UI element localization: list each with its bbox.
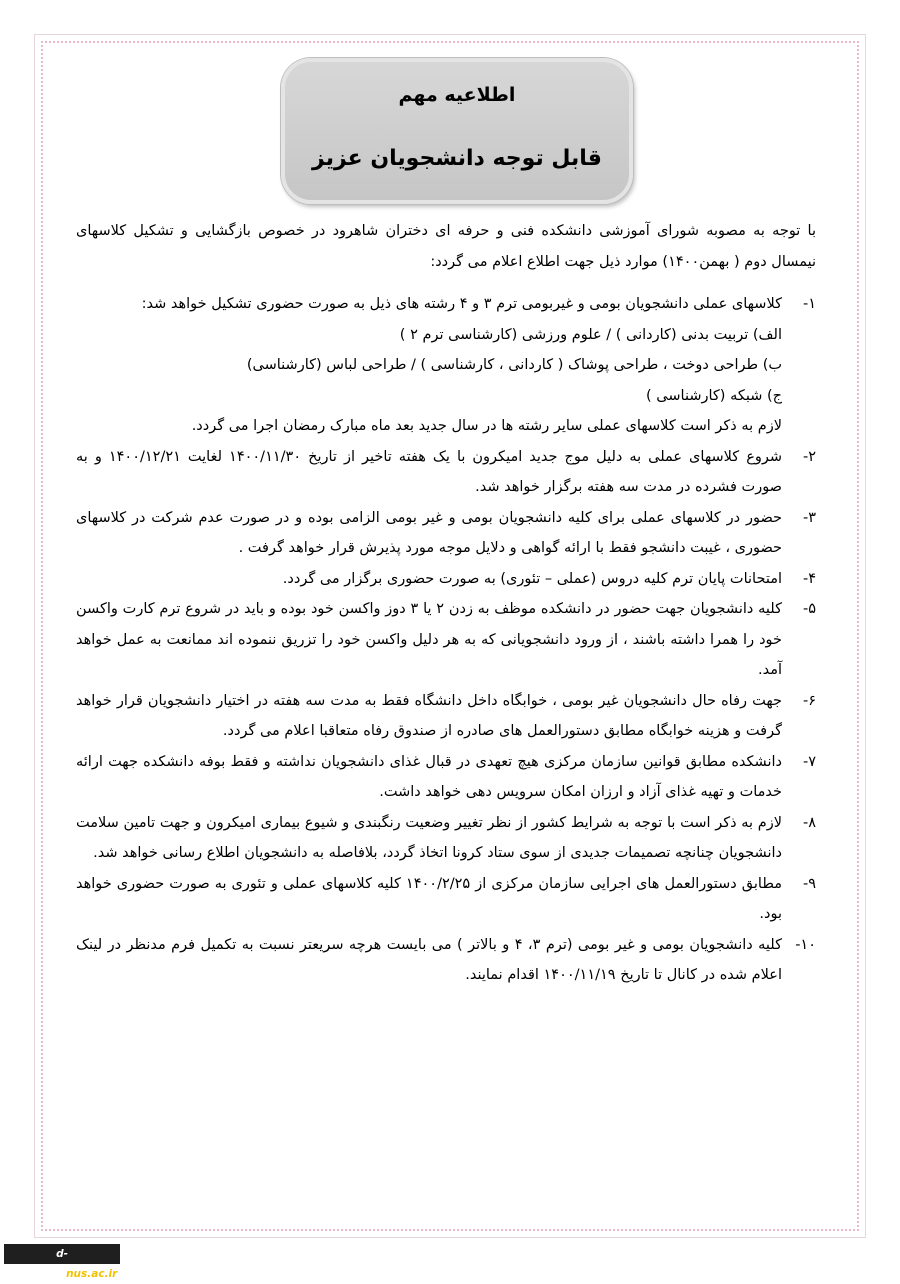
list-item-7 [76, 747, 816, 808]
item-text: جهت رفاه حال دانشجویان غیر بومی ، خوابگاه داخل دانشگاه فقط به مدت سه هفته در اختیار دانشجویان قرار خواهد گرفت و هزینه خوابگاه مطابق دستورالعمل های صادره از صندوق رفاه متعاقبا اعلام می گردد. [76, 692, 782, 739]
item-number: ۲- [802, 448, 816, 465]
item-text: شروع کلاسهای عملی به دلیل موج جدید امیکرون با یک هفته تاخیر از تاریخ ۱۴۰۰/۱۱/۳۰ لغایت ۱۴۰۰/۱۲/۲۱ و به صورت فشرده در مدت سه هفته برگزار خواهد شد. [76, 448, 783, 495]
item-text: لازم به ذکر است با توجه به شرایط کشور از نظر تغییر وضعیت رنگبندی و شیوع بیماری امیکرون و جهت تامین سلامت دانشجویان چنانچه تصمیمات جدیدی از سوی ستاد کرونا اتخاذ گردد، بلافاصله به دانشجویان اطلاع رسانی خواهد شد. [76, 814, 782, 861]
item-number: ۳- [802, 509, 816, 526]
announcement-subtitle: قابل توجه دانشجویان عزیز [312, 146, 602, 171]
list-item-10 [76, 930, 816, 991]
item-number: ۸- [802, 814, 816, 831]
site-logo [4, 1244, 120, 1280]
list-item-2 [76, 442, 816, 503]
item-text: امتحانات پایان ترم کلیه دروس (عملی – تئوری) به صورت حضوری برگزار می گردد. [282, 570, 782, 587]
item-note: لازم به ذکر است کلاسهای عملی سایر رشته ها در سال جدید بعد ماه مبارک رمضان اجرا می گردد. [191, 418, 782, 434]
sub-item-b: ب) طراحی دوخت ، طراحی پوشاک ( کاردانی ، کارشناسی ) / طراحی لباس (کارشناسی) [246, 357, 782, 373]
item-text: دانشکده مطابق قوانین سازمان مرکزی هیچ تعهدی در قبال غذای دانشجویان نداشته و فقط بوفه دانشکده جهت ارائه خدمات و تهیه غذای آزاد و ارزان امکان سرویس دهی خواهد داشت. [76, 753, 782, 800]
site-logo-suffix: nus.ac.ir [66, 1268, 118, 1280]
item-number: ۷- [802, 753, 816, 770]
item-text: مطابق دستورالعمل های اجرایی سازمان مرکزی از ۱۴۰۰/۲/۲۵ کلیه کلاسهای عملی و تئوری به صورت حضوری خواهد بود. [76, 875, 782, 922]
item-number: ۶- [802, 692, 816, 709]
item-text: حضور در کلاسهای عملی برای کلیه دانشجویان بومی و غیر بومی الزامی بوده و در صورت عدم شرکت در کلاسهای حضوری ، غیبت دانشجو فقط با ارائه گواهی و دلایل موجه مورد پذیرش قرار خواهد گرفت . [76, 509, 782, 556]
sub-item-c: ج) شبکه (کارشناسی ) [646, 387, 782, 404]
site-logo-prefix: d-shahrood. [6, 1248, 68, 1280]
header-banner [281, 58, 633, 204]
item-number: ۵- [802, 601, 816, 617]
list-item-6 [76, 686, 816, 747]
list-item-3 [76, 503, 816, 564]
item-number: ۱- [802, 296, 816, 312]
item-number: ۱۰- [795, 936, 816, 953]
list-item-8 [76, 808, 816, 869]
intro-paragraph: با توجه به مصوبه شورای آموزشی دانشکده فنی و حرفه ای دختران شاهرود در خصوص بازگشایی و تشکیل کلاسهای نیمسال دوم ( بهمن۱۴۰۰) موارد ذیل جهت اطلاع اعلام می گردد: [76, 223, 816, 270]
announcement-body [76, 216, 816, 991]
announcement-title: اطلاعیه مهم [398, 84, 516, 106]
sub-item-a: الف) تربیت بدنی (کاردانی ) / علوم ورزشی (کارشناسی ترم ۲ ) [399, 326, 782, 343]
list-item-5 [76, 594, 816, 686]
list-item-9 [76, 869, 816, 930]
item-text: کلیه دانشجویان جهت حضور در دانشکده موظف به زدن ۲ یا ۳ دوز واکسن خود بوده و باید در شروع ترم کارت واکسن خود را همرا داشته باشند ، از ورود دانشجویانی که به هر دلیل واکسن خود را تزریق ننموده اند ممانعت به عمل خواهد آمد. [76, 601, 782, 678]
item-text: کلاسهای عملی دانشجویان بومی و غیربومی ترم ۳ و ۴ رشته های ذیل به صورت حضوری تشکیل خواهد شد: [141, 296, 782, 312]
item-number: ۴- [802, 570, 816, 587]
item-number: ۹- [802, 875, 816, 892]
list-item-4 [76, 564, 816, 595]
list-item-1 [76, 289, 816, 442]
item-text: کلیه دانشجویان بومی و غیر بومی (ترم ۳، ۴ و بالاتر ) می بایست هرچه سریعتر نسبت به تکمیل فرم مدنظر در لینک اعلام شده در کانال تا تاریخ ۱۴۰۰/۱۱/۱۹ اقدام نمایند. [76, 936, 782, 983]
